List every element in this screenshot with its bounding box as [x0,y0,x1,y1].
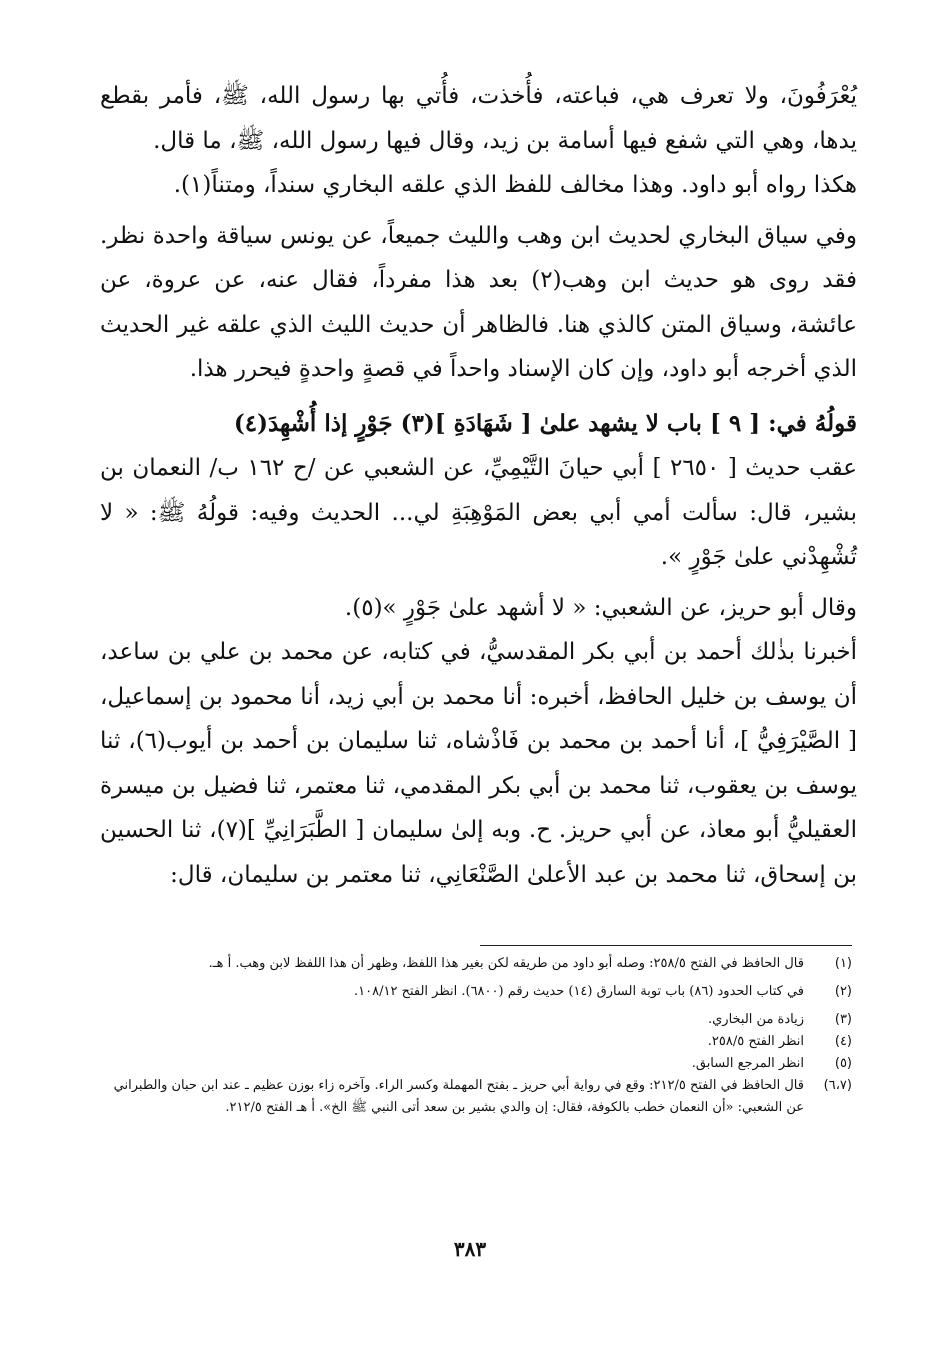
footnote-number: (١) [834,956,852,971]
footnote-number: (٢) [834,984,852,999]
section-heading: قولُهُ في: [ ٩ ] باب لا يشهد علىٰ [ شَهَادَةِ ](٣) جَوْرٍ إذا أُشْهِدَ(٤) [233,409,857,437]
footnote-text: زيادة من البخاري. [707,1012,804,1027]
footnote-text: انظر المرجع السابق. [691,1056,804,1071]
paragraph: وفي سياق البخاري لحديث ابن وهب والليث جميعاً، عن يونس سياقة واحدة نظر. فقد روى هو حديث ابن وهب(٢) بعد هذا مفرداً، فقال عنه، عن عروة، عن عائشة، وسياق المتن كالذي هنا. فالظاهر أن حديث الليث الذي علقه غير الحديث الذي أخرجه أبو داود، وإن كان الإسناد واحداً في قصةٍ واحدةٍ فيحرر هذا. [100,222,857,382]
paragraph: عقب حديث [ ٢٦٥٠ ] أبي حيانَ التَّيْمِيِّ، عن الشعبي عن /ح ١٦٢ ب/ النعمان بن بشير، قال: سألت أمي أبي بعض المَوْهِبَةِ لي... الحديث وفيه: قولُهُ ﷺ: « لا تُشْهِدْني علىٰ جَوْرٍ ». [100,455,857,570]
footnote-text: قال الحافظ في الفتح ٢٥٨/٥: وصله أبو داود من طريقه لكن بغير هذا اللفظ، وظهر أن هذا اللفظ لابن وهب. أ هـ. [208,956,804,971]
footnote-divider [480,945,852,946]
footnote-number: (٣) [834,1012,852,1027]
footnote [92,1075,852,1119]
footnote [92,1009,852,1031]
footnote-number: (٤) [834,1034,852,1049]
footnote-number: (٦،٧) [823,1078,852,1093]
footnote [92,981,852,1003]
footnote-text: في كتاب الحدود (٨٦) باب توبة السارق (١٤) حديث رقم (٦٨٠٠). انظر الفتح ١٠٨/١٢. [354,984,804,999]
footnote [92,953,852,975]
footnote-text: انظر الفتح ٢٥٨/٥. [707,1034,804,1049]
main-text [100,74,857,897]
paragraph: يُعْرَفُونَ، ولا تعرف هي، فباعته، فأُخذت، فأُتي بها رسول الله، ﷺ، فأمر بقطع يدها، وهي التي شفع فيها أسامة بن زيد، وقال فيها رسول الله، ﷺ، ما قال. [100,83,857,154]
footnotes [92,953,852,1119]
footnote-number: (٥) [834,1056,852,1071]
paragraph: هكذا رواه أبو داود. وهذا مخالف للفظ الذي علقه البخاري سنداً، ومتناً(١). [173,172,857,198]
footnote-text: قال الحافظ في الفتح ٢١٢/٥: وقع في رواية أبي حريز ـ بفتح المهملة وكسر الراء. وآخره زاء بوزن عظيم ـ عند ابن حبان والطبراني عن الشعبي: «أن النعمان خطب بالكوفة، فقال: إن والدي بشير بن سعد أتى النبي ﷺ الخ». أ هـ الفتح ٢١٢/٥. [113,1078,804,1115]
page-number: ٣٨٣ [453,1237,487,1261]
paragraph: وقال أبو حريز، عن الشعبي: « لا أشهد علىٰ جَوْرٍ »(٥). [344,594,857,621]
footnote [92,1031,852,1053]
paragraph: أخبرنا بذٰلك أحمد بن أبي بكر المقدسيُّ، في كتابه، عن محمد بن علي بن ساعد، أن يوسف بن خليل الحافظ، أخبره: أنا محمد بن أبي زيد، أنا محمود بن إسماعيل، [ الصَّيْرَفِيُّ ]، أنا أحمد بن محمد بن فَاذْشاه، ثنا سليمان بن أحمد بن أيوب(٦)، ثنا يوسف بن يعقوب، ثنا محمد بن أبي بكر المقدمي، ثنا معتمر، ثنا فضيل بن ميسرة العقيليُّ أبو معاذ، عن أبي حريز. ح. وبه إلىٰ سليمان [ الطَّبَرَانِيِّ ](٧)، ثنا الحسين بن إسحاق، ثنا محمد بن عبد الأعلىٰ الصَّنْعَانِي، ثنا معتمر بن سليمان، قال: [100,639,857,888]
footnote [92,1053,852,1075]
